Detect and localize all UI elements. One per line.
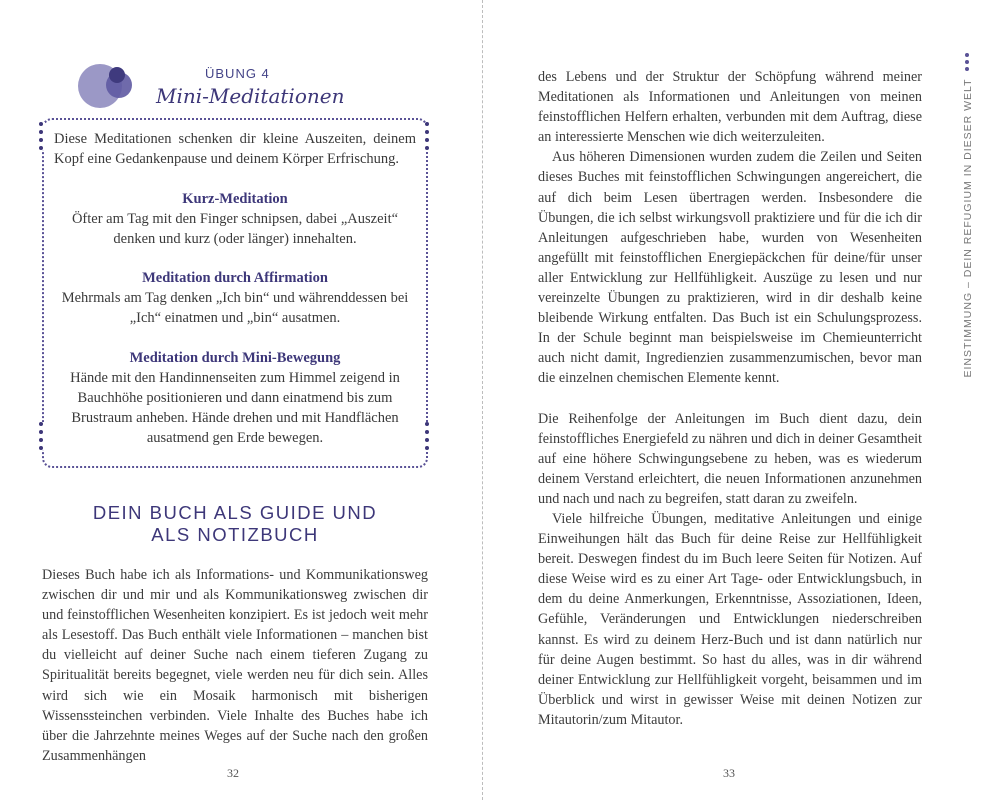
section-kurz-meditation [50,189,420,249]
paragraph: Viele hilfreiche Übungen, meditative Anleitungen und einige Einweihungen hält das Buch für deine Reise zur Hellfühligkeit bereit. Deswegen findest du im Buch leere Seiten für Notizen. Auf diese Weise wird es zu einer Art Tage- oder Entwicklungsbuch, in dem du deine Anmerkungen, Erkenntnisse, Assoziationen, Ideen, Gefühle, Veränderungen und Entwicklungen niederschreiben kannst. Es wird zu deinem Herz-Buch und ist dann natürlich nur für deine Augen bestimmt. So hast du alles, was in dir während deiner Entwicklung zur Hellfühligkeit vorgeht, beisammen und im Überblick und wirst in gewisser Weise mit deinen Notizen zur Mitautorin/zum Mitautor. [538,510,922,728]
running-head-text: EINSTIMMUNG – DEIN REFUGIUM IN DIESER WELT [962,78,974,378]
box-dots-left-bottom-icon [39,422,45,450]
chapter-heading-line2: ALS NOTIZBUCH [151,524,319,545]
chapter-heading [40,502,430,546]
left-page [0,0,482,800]
section-heading: Kurz-Meditation [182,191,288,207]
section-heading: Meditation durch Mini-Bewegung [129,350,341,366]
right-page [483,0,1000,800]
box-intro: Diese Meditationen schenken dir kleine Auszeiten, deinem Kopf eine Gedankenpause und deinem Körper Erfrischung. [54,131,416,167]
exercise-label: ÜBUNG 4 [205,66,270,81]
paragraph: Dieses Buch habe ich als Informations- und Kommunikationsweg zwischen dir und mir und als Kommunikationsweg zwischen dir und feinstofflichen Wesenheiten konzipiert. Es ist jedoch weit mehr als Lesestoff. Das Buch enthält viele Informationen – manchen bist du vielleicht auf deiner Suche nach einem tieferen Zugang zu Spiritualität bereits begegnet, viele werden neu für dich sein. Alles wird sich wie ein Mosaik harmonisch mit bisherigen Wissenssteinchen verbinden. Viele Inhalte des Buches habe ich über die Jahrzehnte meines Weges auf der Suche nach den großen Zusammenhängen [42,567,428,764]
box-dots-left-top-icon [39,122,45,150]
section-affirmation [50,268,420,328]
section-text: Öfter am Tag mit den Finger schnipsen, dabei „Auszeit“ denken und kurz (oder länger) innehalten. [71,211,399,247]
box-dots-right-top-icon [425,122,431,150]
box-dots-right-bottom-icon [425,422,431,450]
paragraph: Aus höheren Dimensionen wurden zudem die Zeilen und Seiten dieses Buches mit feinstofflichen Schwingungen angereichert, die auf dich beim Lesen übertragen werden. Insbesondere die Übungen, die ich selbst wirkungsvoll praktiziere und für die ich dir Anleitungen aufgeschrieben habe, wurden von Wesenheiten angefüllt mit feinstofflichen Energiepäckchen für deine/für unser aller Entwicklung zur Hellfühligkeit. Auszüge zu lesen und nur vereinzelte Übungen zu praktizieren, wird in dir deshalb keine bleibende Wirkung entfalten. Das Buch ist ein Schulungsprozess. In der Schule beginnt man beispielsweise im Chemieunterricht auch nicht damit, Ingredienzien zusammenzumischen, bevor man die einzelnen chemischen Elemente kennt. [538,149,922,387]
section-heading: Meditation durch Affirmation [142,270,328,286]
right-body-text [538,67,922,730]
paragraph: des Lebens und der Struktur der Schöpfung während meiner Meditationen als Informationen und Anleitungen von meinen feinstofflichen Helfern erhalten, verbunden mit dem Auftrag, diese an interessierte Menschen wie dich weiterzuleiten. [538,69,922,146]
paragraph: Die Reihenfolge der Anleitungen im Buch dient dazu, dein feinstoffliches Energiefeld zu nähren und dich in deiner Gesamtheit auf eine höhere Schwingungsebene zu heben, was es wiederum deinem Verstand erleichtert, die neuen Informationen anzunehmen und nach und nach zu begreifen, statt daran zu zweifeln. [538,410,922,507]
left-body-text [42,565,428,766]
exercise-box [42,118,428,468]
section-mini-bewegung [50,348,420,448]
exercise-title: Mini-Meditationen [156,84,345,108]
chapter-heading-line1: DEIN BUCH ALS GUIDE UND [92,502,378,523]
section-text: Hände mit den Handinnenseiten zum Himmel zeigend in Bauchhöhe positionieren und dann einatmend bis zum Brustraum anheben. Hände drehen und mit Handflächen ausatmend gen Erde bewegen. [70,370,400,446]
running-head [958,40,978,380]
section-text: Mehrmals am Tag denken „Ich bin“ und währenddessen bei „Ich“ einatmen und „bin“ ausatmen. [61,290,409,326]
page-number-right: 33 [723,766,735,780]
page-number-left: 32 [227,766,239,780]
exercise-circles-icon [78,64,134,108]
